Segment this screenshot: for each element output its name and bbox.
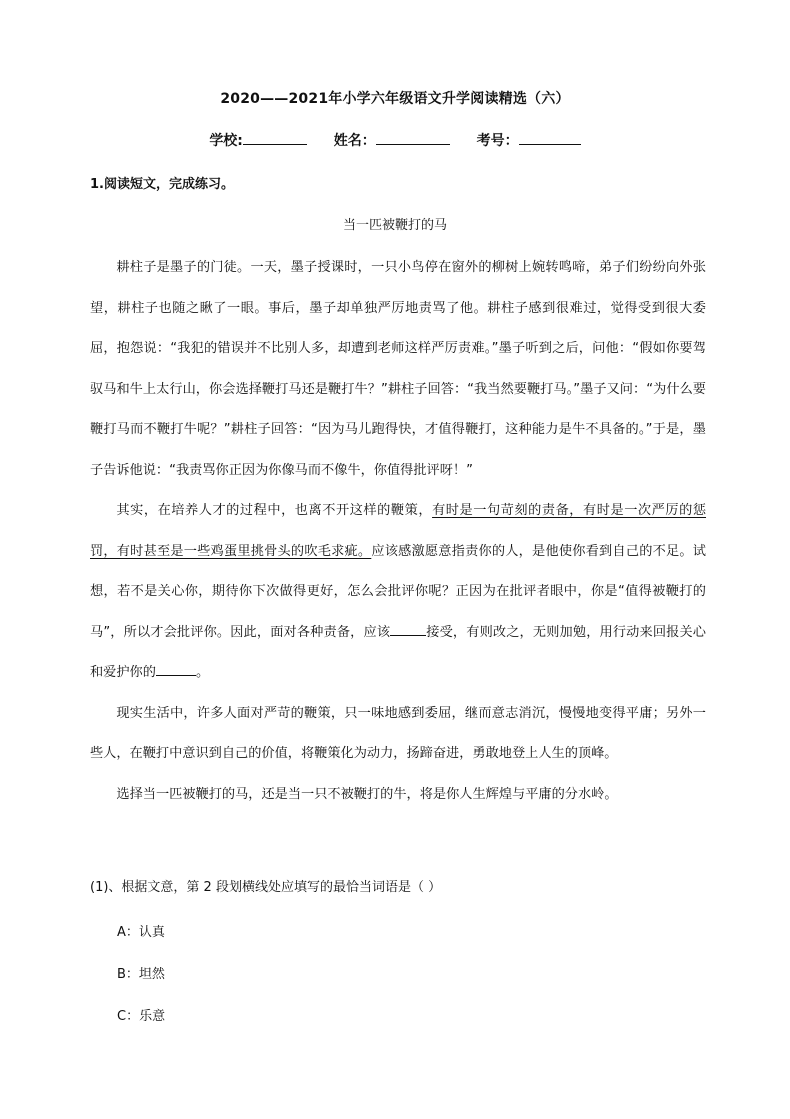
paragraph-2 <box>90 491 706 694</box>
student-info-line <box>0 130 790 150</box>
underlined-sentence: 有时是一句苛刻的责备，有时是一次严厉的惩罚，有时甚至是一些鸡蛋里挑骨头的吹毛求疵。 <box>90 503 707 559</box>
exam-number-blank[interactable] <box>519 130 581 145</box>
name-blank[interactable] <box>376 130 450 145</box>
answer-blank-2[interactable] <box>156 662 196 676</box>
document-title: 2020——2021年小学六年级语文升学阅读精选（六） <box>220 91 570 107</box>
paragraph-4: 选择当一匹被鞭打的马，还是当一只不被鞭打的牛，将是你人生辉煌与平庸的分水岭。 <box>116 786 618 802</box>
exam-number-label: 考号： <box>476 133 519 149</box>
answer-blank-1[interactable] <box>390 622 426 636</box>
paragraph-3: 现实生活中，许多人面对严苛的鞭策，只一味地感到委屈，继而意志消沉，慢慢地变得平庸；另外一些人，在鞭打中意识到自己的价值，将鞭策化为动力，扬蹄奋进，勇敢地登上人生的顶峰。 <box>90 705 706 761</box>
section-heading: 1.阅读短文，完成练习。 <box>90 177 234 192</box>
name-label: 姓名： <box>333 133 376 149</box>
story-title: 当一匹被鞭打的马 <box>342 218 447 233</box>
question-1-stem: (1)、根据文意，第 2 段划横线处应填写的最恰当词语是（ ） <box>90 880 442 895</box>
option-a[interactable]: A：认真 <box>117 925 165 940</box>
option-c[interactable]: C：乐意 <box>117 1009 166 1024</box>
paragraph-2-lead: 其实，在培养人才的过程中，也离不开这样的鞭策， <box>116 503 433 518</box>
paragraph-2-tail: 接受，有则改之，无则加勉，用行动来回报关心和爱护你的 <box>90 624 706 680</box>
passage <box>90 248 706 815</box>
school-label: 学校: <box>209 133 243 149</box>
paragraph-2-end: 。 <box>195 665 210 680</box>
school-blank[interactable] <box>243 130 307 145</box>
paragraph-1: 耕柱子是墨子的门徒。一天，墨子授课时，一只小鸟停在窗外的柳树上婉转鸣啼，弟子们纷纷向外张望，耕柱子也随之瞅了一眼。事后，墨子却单独严厉地责骂了他。耕柱子感到很难过，觉得受到很大委屈，抱怨说：“我犯的错误并不比别人多，却遭到老师这样严厉责难。”墨子听到之后，问他：“假如你要驾驭马和牛上太行山，你会选择鞭打马还是鞭打牛？”耕柱子回答：“我当然要鞭打马。”墨子又问：“为什么要鞭打马而不鞭打牛呢？”耕柱子回答：“因为马儿跑得快，才值得鞭打，这种能力是牛不具备的。”于是，墨子告诉他说：“我责骂你正因为你像马而不像牛，你值得批评呀！” <box>90 260 706 478</box>
paragraph-2-middle: 应该感激愿意指责你的人，是他使你看到自己的不足。试想，若不是关心你，期待你下次做得更好，怎么会批评你呢？正因为在批评者眼中，你是“值得被鞭打的马”，所以才会批评你。因此，面对各种责备，应该 <box>90 543 706 640</box>
option-b[interactable]: B：坦然 <box>117 967 165 982</box>
